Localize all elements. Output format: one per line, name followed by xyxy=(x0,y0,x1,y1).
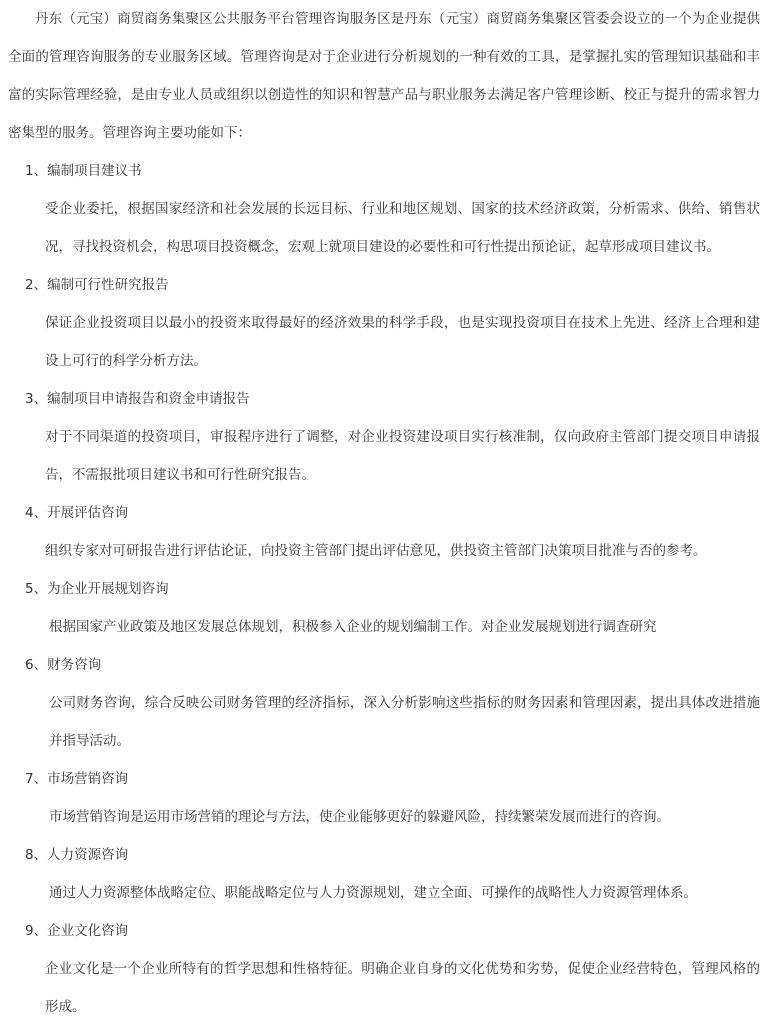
section-body: 组织专家对可研报告进行评估论证，向投资主管部门提出评估意见，供投资主管部门决策项目批准与否的参考。 xyxy=(45,543,707,559)
intro-paragraph: 丹东（元宝）商贸商务集聚区公共服务平台管理咨询服务区是丹东（元宝）商贸商务集聚区管委会设立的一个为企业提供全面的管理咨询服务的专业服务区域。管理咨询是对于企业进行分析规划的一种有效的工具，是掌握扎实的管理知识基础和丰富的实际管理经验，是由专业人员或组织以创造性的知识和智慧产品与职业服务去满足客户管理诊断、校正与提升的需求智力密集型的服务。管理咨询主要功能如下： xyxy=(8,11,760,141)
section-heading: 3、编制项目申请报告和资金申请报告 xyxy=(25,391,250,407)
section-6 xyxy=(8,646,760,760)
section-9 xyxy=(8,912,760,1026)
section-heading: 5、为企业开展规划咨询 xyxy=(25,581,169,597)
section-body: 对于不同渠道的投资项目，审报程序进行了调整，对企业投资建设项目实行核准制，仅向政府主管部门提交项目申请报告，不需报批项目建议书和可行性研究报告。 xyxy=(45,429,760,483)
section-heading: 6、财务咨询 xyxy=(25,657,102,673)
section-body: 根据国家产业政策及地区发展总体规划，积极参入企业的规划编制工作。对企业发展规划进行调查研究 xyxy=(49,619,657,635)
section-3 xyxy=(8,380,760,494)
section-7 xyxy=(8,760,760,836)
section-heading: 1、编制项目建议书 xyxy=(25,163,142,179)
section-body: 公司财务咨询，综合反映公司财务管理的经济指标，深入分析影响这些指标的财务因素和管理因素，提出具体改进措施并指导活动。 xyxy=(49,695,760,749)
section-heading: 8、人力资源咨询 xyxy=(25,847,129,863)
section-body: 保证企业投资项目以最小的投资来取得最好的经济效果的科学手段，也是实现投资项目在技术上先进、经济上合理和建设上可行的科学分析方法。 xyxy=(45,315,760,369)
section-body: 受企业委托，根据国家经济和社会发展的长远目标、行业和地区规划、国家的技术经济政策，分析需求、供给、销售状况，寻找投资机会，构思项目投资概念，宏观上就项目建设的必要性和可行性提出预论证，起草形成项目建议书。 xyxy=(45,201,760,255)
section-body: 通过人力资源整体战略定位、职能战略定位与人力资源规划，建立全面、可操作的战略性人力资源管理体系。 xyxy=(49,885,697,901)
section-heading: 2、编制可行性研究报告 xyxy=(25,277,169,293)
section-5 xyxy=(8,570,760,646)
section-2 xyxy=(8,266,760,380)
section-8 xyxy=(8,836,760,912)
section-body: 市场营销咨询是运用市场营销的理论与方法，使企业能够更好的躲避风险，持续繁荣发展而进行的咨询。 xyxy=(49,809,670,825)
section-heading: 4、开展评估咨询 xyxy=(25,505,129,521)
section-4 xyxy=(8,494,760,570)
section-heading: 9、企业文化咨询 xyxy=(25,923,129,939)
section-heading: 7、市场营销咨询 xyxy=(25,771,129,787)
section-body: 企业文化是一个企业所特有的哲学思想和性格特征。明确企业自身的文化优势和劣势，促使企业经营特色，管理风格的形成。 xyxy=(45,961,760,1015)
section-1 xyxy=(8,152,760,266)
